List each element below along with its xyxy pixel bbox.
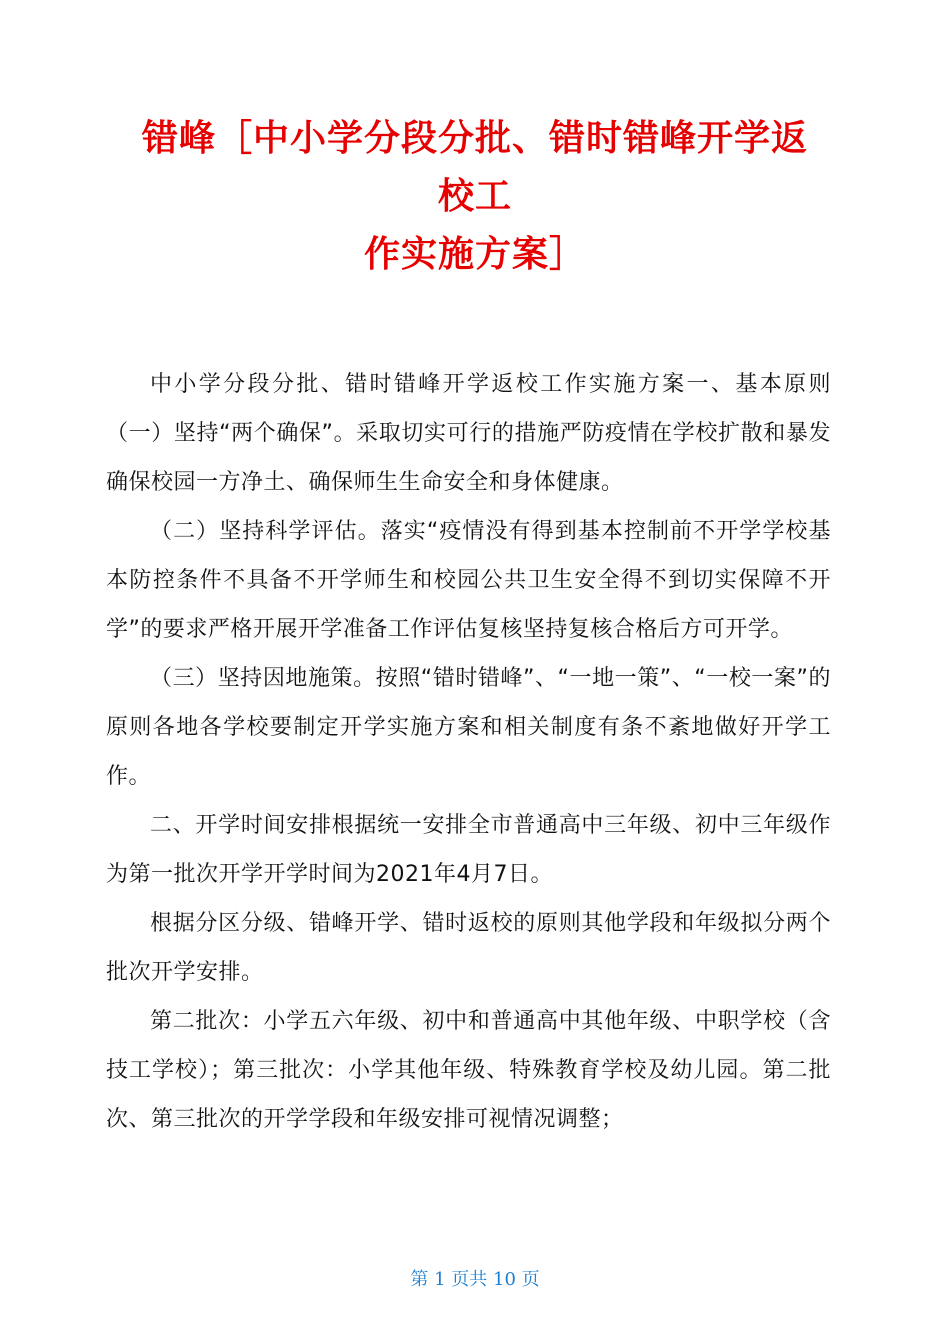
paragraph-5: 根据分区分级、错峰开学、错时返校的原则其他学段和年级拟分两个批次开学安排。 bbox=[106, 911, 831, 985]
title-line-3: 作实施方案］ bbox=[363, 234, 586, 275]
paragraph-4: 二、开学时间安排根据统一安排全市普通高中三年级、初中三年级作为第一批次开学开学时间为2021年4月7日。 bbox=[106, 813, 831, 887]
document-title bbox=[80, 110, 870, 284]
paragraph-1: 中小学分段分批、错时错峰开学返校工作实施方案一、基本原则（一）坚持“两个确保”。采取切实可行的措施严防疫情在学校扩散和暴发确保校园一方净土、确保师生生命安全和身体健康。 bbox=[106, 372, 831, 495]
title-line-2: 校工 bbox=[437, 176, 512, 217]
paragraph-2: （二）坚持科学评估。落实“疫情没有得到基本控制前不开学学校基本防控条件不具备不开学师生和校园公共卫生安全得不到切实保障不开学”的要求严格开展开学准备工作评估复核坚持复核合格后方可开学。 bbox=[106, 519, 831, 642]
page-number-footer: 第 1 页共 10 页 bbox=[410, 1269, 540, 1290]
document-body bbox=[106, 360, 831, 1144]
paragraph-3: （三）坚持因地施策。按照“错时错峰”、“一地一策”、“一校一案”的原则各地各学校要制定开学实施方案和相关制度有条不紊地做好开学工作。 bbox=[106, 666, 831, 789]
title-line-1: 错峰［中小学分段分批、错时错峰开学返 bbox=[141, 118, 808, 159]
paragraph-6: 第二批次：小学五六年级、初中和普通高中其他年级、中职学校（含技工学校）；第三批次：小学其他年级、特殊教育学校及幼儿园。第二批次、第三批次的开学学段和年级安排可视情况调整； bbox=[106, 1009, 831, 1132]
